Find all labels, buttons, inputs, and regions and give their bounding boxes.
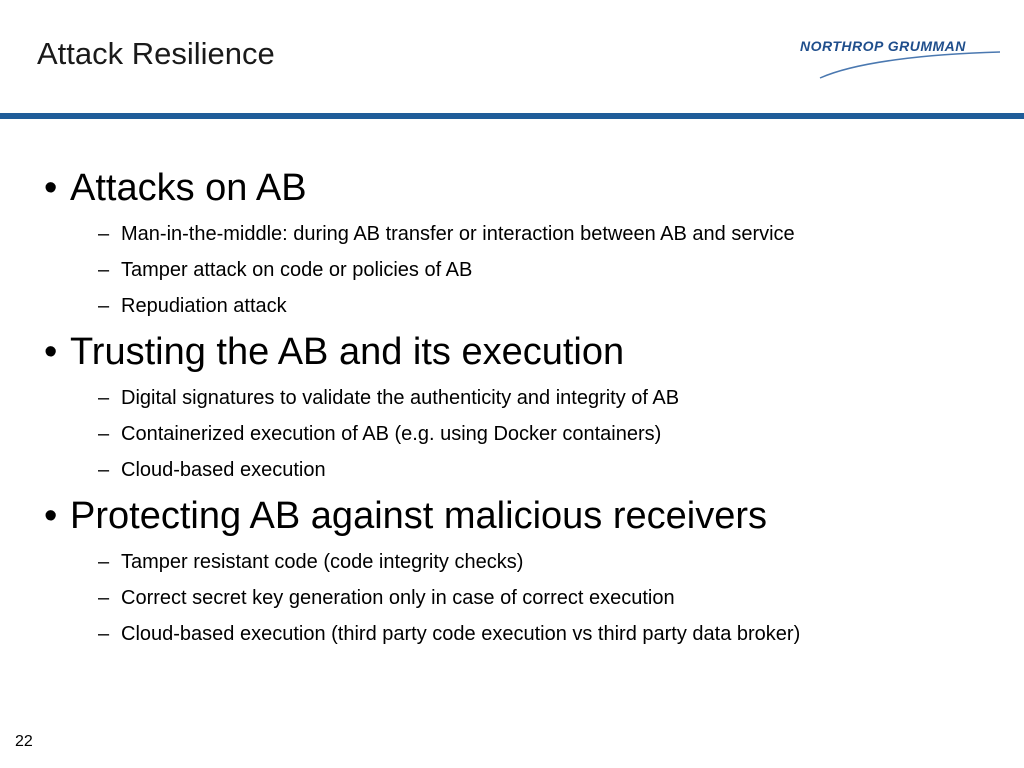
bullet-heading xyxy=(44,488,1024,544)
dash-glyph: – xyxy=(98,459,110,481)
bullet-heading-text: Attacks on AB xyxy=(70,167,307,209)
sub-bullet xyxy=(98,380,1024,416)
sub-bullet xyxy=(98,252,1024,288)
slide-body xyxy=(0,160,1024,652)
dash-glyph: – xyxy=(98,587,110,609)
sub-bullet xyxy=(98,580,1024,616)
northrop-grumman-logo xyxy=(796,34,1002,82)
bullet-heading xyxy=(44,324,1024,380)
bullet-glyph: • xyxy=(44,167,58,209)
dash-glyph: – xyxy=(98,223,110,245)
sub-bullet-text: Man-in-the-middle: during AB transfer or interaction between AB and service xyxy=(121,223,795,245)
bullet-heading-text: Trusting the AB and its execution xyxy=(70,331,625,373)
title-divider xyxy=(0,113,1024,119)
sub-bullet xyxy=(98,616,1024,652)
dash-glyph: – xyxy=(98,259,110,281)
section-protecting xyxy=(0,488,1024,652)
sub-bullet xyxy=(98,544,1024,580)
sub-bullet-text: Correct secret key generation only in case of correct execution xyxy=(121,587,675,609)
logo-text: NORTHROP GRUMMAN xyxy=(800,38,966,54)
page-number: 22 xyxy=(15,733,33,750)
dash-glyph: – xyxy=(98,551,110,573)
sub-bullet-text: Tamper attack on code or policies of AB xyxy=(121,259,473,281)
sub-bullet xyxy=(98,216,1024,252)
bullet-glyph: • xyxy=(44,495,58,537)
logo-swoosh-icon xyxy=(796,34,1002,82)
dash-glyph: – xyxy=(98,387,110,409)
slide-title: Attack Resilience xyxy=(37,36,275,71)
dash-glyph: – xyxy=(98,295,110,317)
dash-glyph: – xyxy=(98,623,110,645)
dash-glyph: – xyxy=(98,423,110,445)
bullet-heading xyxy=(44,160,1024,216)
bullet-heading-text: Protecting AB against malicious receivers xyxy=(70,495,767,537)
sub-bullet xyxy=(98,288,1024,324)
section-trusting xyxy=(0,324,1024,488)
sub-bullet xyxy=(98,452,1024,488)
section-attacks xyxy=(0,160,1024,324)
sub-bullet-text: Repudiation attack xyxy=(121,295,287,317)
sub-bullet-text: Cloud-based execution xyxy=(121,459,326,481)
sub-bullet-text: Tamper resistant code (code integrity checks) xyxy=(121,551,524,573)
sub-bullet-text: Digital signatures to validate the authenticity and integrity of AB xyxy=(121,387,680,409)
bullet-glyph: • xyxy=(44,331,58,373)
sub-bullet-text: Containerized execution of AB (e.g. using Docker containers) xyxy=(121,423,662,445)
sub-bullet-text: Cloud-based execution (third party code execution vs third party data broker) xyxy=(121,623,801,645)
sub-bullet xyxy=(98,416,1024,452)
